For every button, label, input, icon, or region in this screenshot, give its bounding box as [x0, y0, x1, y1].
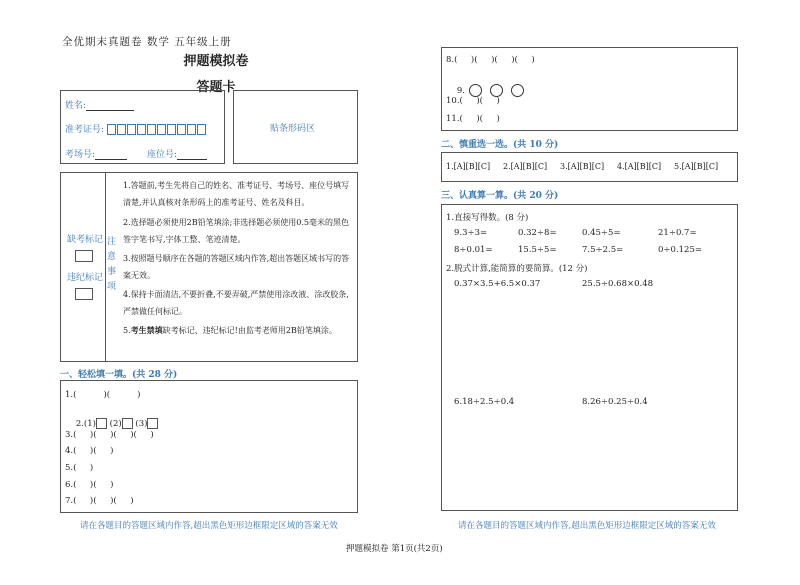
calc-item[interactable]: 21÷0.7= — [658, 228, 697, 238]
section-2-title: 二、慎重选一选。(共 10 分) — [441, 140, 559, 150]
notice-item-2: 2.选择题必须使用2B铅笔填涂;非选择题必须使用0.5毫米的黑色签字笔书写,字体工整、笔迹清楚。 — [123, 218, 350, 244]
answers-8-11-box — [441, 47, 738, 131]
notice-label: 注意事项 — [107, 237, 117, 292]
section-3-title: 三、认真算一算。(共 20 分) — [441, 191, 559, 201]
expr-item[interactable]: 8.26÷0.25÷0.4 — [582, 397, 648, 407]
answer-row-6[interactable]: 6.( )( ) — [65, 480, 114, 490]
q1-heading: 1.直接写得数。(8 分) — [446, 213, 529, 223]
info-box — [60, 90, 225, 164]
calc-item[interactable]: 15.5÷5= — [518, 245, 557, 255]
choice-4[interactable]: 4.[A][B][C] — [617, 162, 662, 171]
answer-row-10[interactable]: 10.( )( ) — [446, 96, 500, 106]
section-2-box — [441, 152, 738, 182]
marks-column — [61, 173, 106, 361]
calc-item[interactable]: 9.3÷3= — [454, 228, 488, 238]
page-title: 押题模拟卷 — [183, 54, 249, 69]
calc-item[interactable]: 0.45÷5= — [582, 228, 621, 238]
answer-row-7[interactable]: 7.( )( )( ) — [65, 496, 134, 506]
answer-row-4[interactable]: 4.( )( ) — [65, 446, 114, 456]
choice-2[interactable]: 2.[A][B][C] — [503, 162, 548, 171]
answer-row-9[interactable]: 9. — [446, 74, 528, 107]
calc-item[interactable]: 0.32÷8= — [518, 228, 557, 238]
calc-item[interactable]: 7.5÷2.5= — [582, 245, 624, 255]
expr-item[interactable]: 0.37×3.5+6.5×0.37 — [454, 279, 541, 289]
notice-item-3: 3.按照题号顺序在各题的答题区域内作答,超出答题区域书写的答案无效。 — [123, 254, 350, 280]
notice-item-4: 4.保持卡面清洁,不要折叠,不要弄破,严禁使用涂改液、涂改胶条,严禁做任何标记。 — [123, 290, 349, 316]
page-subtitle: 答题卡 — [196, 80, 236, 95]
answer-row-8[interactable]: 8.( )( )( )( ) — [446, 55, 535, 65]
calc-item[interactable]: 0÷0.125= — [658, 245, 702, 255]
footer-note-right: 请在各题目的答题区域内作答,超出黑色矩形边框限定区域的答案无效 — [458, 521, 716, 531]
notice-item-1: 1.答题前,考生先将自己的姓名、准考证号、考场号、座位号填写清楚,并认真核对条形码上的准考证号、姓名及科目。 — [123, 181, 350, 207]
page-footer: 押题模拟卷 第1页(共2页) — [346, 544, 443, 554]
circle-icon[interactable] — [511, 84, 524, 97]
answer-row-11[interactable]: 11.( )( ) — [446, 114, 500, 124]
seat-field[interactable]: 座位号: — [147, 147, 207, 160]
notice-box — [60, 172, 358, 362]
choice-3[interactable]: 3.[A][B][C] — [560, 162, 605, 171]
header: 全优期末真题卷 数学 五年级上册 — [62, 36, 232, 48]
barcode-area — [233, 90, 358, 164]
footer-note-left: 请在各题目的答题区域内作答,超出黑色矩形边框限定区域的答案无效 — [80, 521, 338, 531]
q2-heading: 2.脱式计算,能简算的要简算。(12 分) — [446, 264, 588, 274]
answer-row-2[interactable]: 2.(1) (2) (3) — [65, 408, 158, 439]
section-1-box — [60, 380, 358, 513]
answer-row-3[interactable]: 3.( )( )( )( ) — [65, 430, 154, 440]
absent-mark-box[interactable] — [75, 250, 93, 262]
answer-row-5[interactable]: 5.( ) — [65, 463, 94, 473]
ticket-number-field[interactable]: 准考证号: — [65, 122, 207, 135]
choice-1[interactable]: 1.[A][B][C] — [446, 162, 491, 171]
expr-item[interactable]: 25.5÷0.68×0.48 — [582, 279, 654, 289]
violation-mark-box[interactable] — [75, 288, 93, 300]
calc-item[interactable]: 8÷0.01= — [454, 245, 493, 255]
expr-item[interactable]: 6.18÷2.5÷0.4 — [454, 397, 515, 407]
absent-mark-label: 缺考标记 — [67, 235, 104, 245]
name-field[interactable]: 姓名: — [65, 98, 134, 111]
room-field[interactable]: 考场号: — [65, 147, 127, 160]
section-3-box — [441, 204, 738, 511]
choice-5[interactable]: 5.[A][B][C] — [674, 162, 719, 171]
notice-item-5: 5.考生禁填缺考标记、违纪标记!由监考老师用2B铅笔填涂。 — [123, 325, 337, 335]
violation-mark-label: 违纪标记 — [67, 273, 104, 283]
barcode-label: 贴条形码区 — [270, 124, 316, 134]
section-1-title: 一、轻松填一填。(共 28 分) — [60, 370, 178, 380]
answer-row-1[interactable]: 1.( )( ) — [65, 390, 141, 400]
